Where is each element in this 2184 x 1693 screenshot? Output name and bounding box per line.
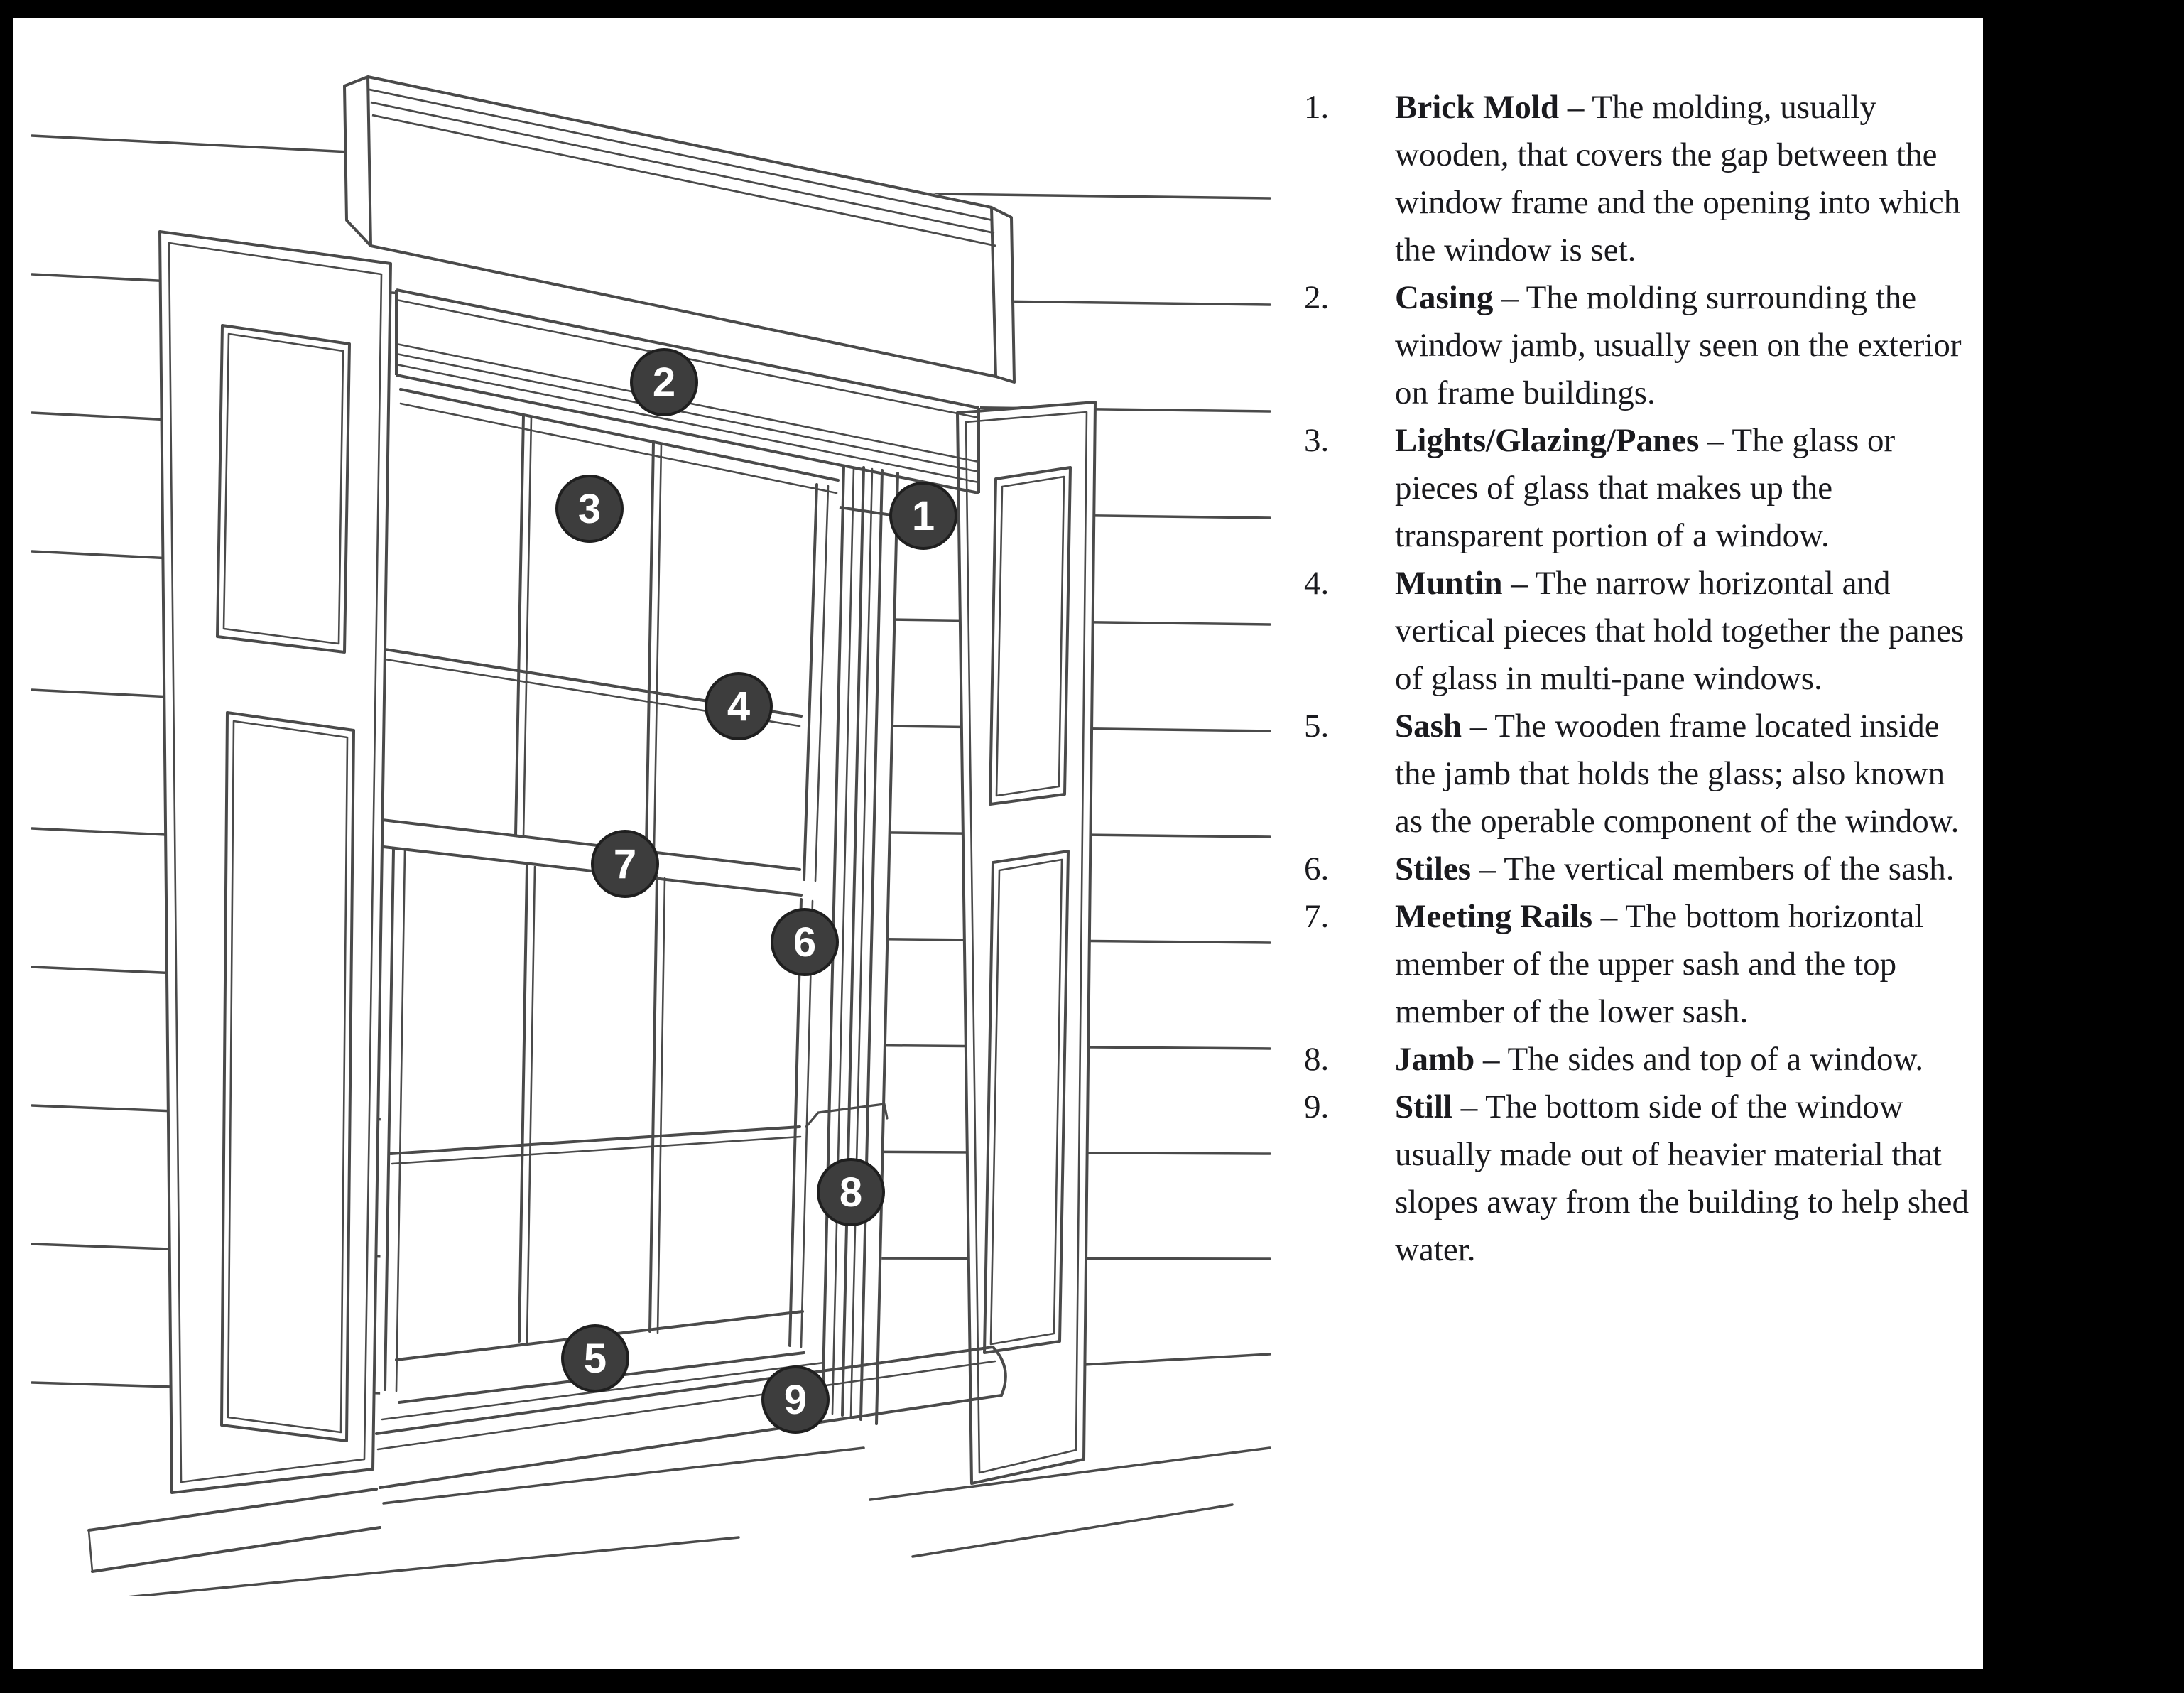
legend-item-number: 8.: [1304, 1041, 1330, 1078]
badge-8: [818, 1159, 884, 1225]
paper-area: [13, 18, 1983, 1669]
legend-desc: – The molding, usually wooden, that covers the gap between the window frame and the opening into which the window is set.: [1395, 89, 1961, 269]
legend-item-number: 6.: [1304, 850, 1330, 887]
legend-item-number: 1.: [1304, 89, 1330, 126]
legend-term: Stiles: [1395, 850, 1472, 887]
legend-item-3: [1304, 417, 1979, 560]
legend-item-number: 9.: [1304, 1088, 1330, 1125]
badge-1: [891, 483, 956, 548]
legend-item-number: 3.: [1304, 422, 1330, 459]
legend-term: Still: [1395, 1088, 1452, 1125]
legend-term: Casing: [1395, 279, 1494, 316]
legend-desc: – The sides and top of a window.: [1483, 1041, 1924, 1078]
svg-text:2: 2: [652, 359, 676, 406]
legend-list: [1304, 84, 1979, 1274]
svg-text:3: 3: [577, 486, 602, 532]
legend-desc: – The narrow horizontal and vertical pieces that hold together the panes of glass in multi-pane windows.: [1395, 565, 1965, 697]
legend-term: Brick Mold: [1395, 89, 1560, 126]
badge-9: [763, 1367, 828, 1432]
legend-item-7: [1304, 893, 1979, 1036]
legend-item-number: 2.: [1304, 279, 1330, 316]
legend-item-number: 7.: [1304, 898, 1330, 935]
badge-3: [557, 476, 622, 541]
window-anatomy-diagram: [21, 18, 1300, 1596]
legend-desc: – The molding surrounding the window jamb, usually seen on the exterior on frame buildings.: [1395, 279, 1962, 411]
legend-item-6: [1304, 845, 1979, 893]
legend-item-1: [1304, 84, 1979, 274]
svg-text:9: 9: [783, 1377, 808, 1423]
svg-text:4: 4: [727, 683, 751, 730]
badge-5: [563, 1326, 628, 1391]
legend-item-4: [1304, 560, 1979, 703]
svg-text:1: 1: [911, 493, 935, 539]
svg-text:7: 7: [613, 841, 637, 887]
legend-term: Jamb: [1395, 1041, 1475, 1078]
legend-desc: – The bottom horizontal member of the upper sash and the top member of the lower sash.: [1395, 898, 1924, 1030]
badge-4: [706, 674, 771, 739]
svg-text:5: 5: [583, 1336, 607, 1382]
legend-item-9: [1304, 1083, 1979, 1274]
legend-desc: – The glass or pieces of glass that makes up the transparent portion of a window.: [1395, 422, 1896, 554]
legend-desc: – The wooden frame located inside the jamb that holds the glass; also known as the operable component of the window.: [1395, 708, 1960, 840]
legend-item-5: [1304, 703, 1979, 845]
left-shutter-fill: [160, 232, 391, 1493]
legend-item-number: 5.: [1304, 708, 1330, 745]
badge-7: [592, 831, 658, 897]
legend-term: Sash: [1395, 708, 1462, 745]
legend-item-number: 4.: [1304, 565, 1330, 602]
legend-item-2: [1304, 274, 1979, 417]
legend-desc: – The bottom side of the window usually made out of heavier material that slopes away from the building to help shed water.: [1395, 1088, 1969, 1268]
legend-term: Lights/Glazing/Panes: [1395, 422, 1700, 459]
legend-term: Meeting Rails: [1395, 898, 1593, 935]
badge-6: [772, 909, 837, 975]
svg-text:6: 6: [793, 919, 817, 966]
legend-term: Muntin: [1395, 565, 1503, 602]
svg-text:8: 8: [839, 1169, 863, 1216]
legend-desc: – The vertical members of the sash.: [1479, 850, 1955, 887]
badge-2: [631, 350, 697, 415]
legend-item-8: [1304, 1036, 1979, 1083]
